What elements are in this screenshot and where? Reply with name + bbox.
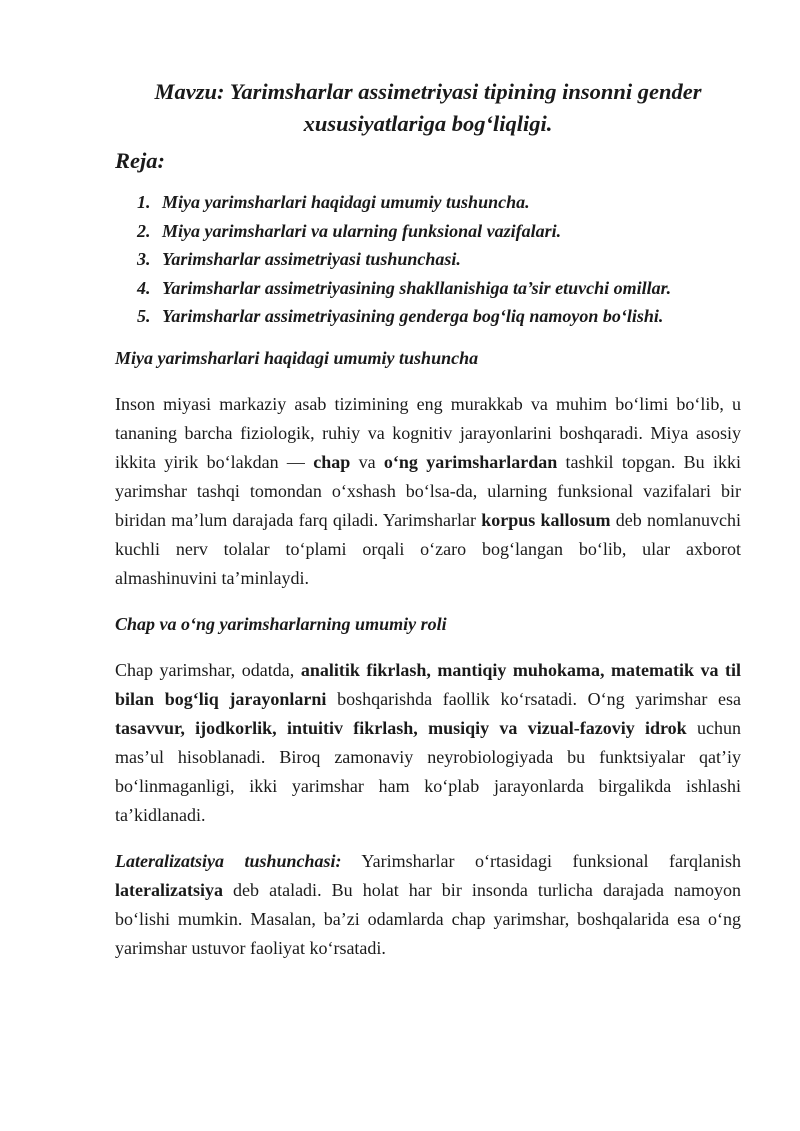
plan-item [115, 188, 741, 217]
paragraph-text: Inson miyasi markaziy asab tizimining eng murakkab va muhim bo‘limi bo‘lib, u tananing barcha fiziologik, ruhiy va kognitiv jarayonlarini boshqaradi. Miya asosiy ikkita yirik bo‘lakdan — [115, 393, 741, 472]
plan-list [115, 188, 741, 331]
bold-term: lateralizatsiya [115, 879, 223, 900]
paragraph-text: va [350, 451, 384, 472]
plan-heading: Reja: [115, 148, 165, 173]
plan-item-number: 1. [137, 192, 151, 212]
plan-item-text: Miya yarimsharlari va ularning funksional vazifalari. [162, 220, 562, 241]
paragraph-text: Yarimsharlar o‘rtasidagi funksional farqlanish [341, 850, 741, 871]
lead-term: Lateralizatsiya tushunchasi: [115, 850, 342, 871]
plan-item-text: Yarimsharlar assimetriyasining shakllanishiga ta’sir etuvchi omillar. [162, 277, 672, 298]
section-heading-roles: Chap va o‘ng yarimsharlarning umumiy roli [115, 613, 447, 634]
paragraph-text: uchun mas’ul hisoblanadi. Biroq zamonaviy neyrobiologiyada bu funktsiyalar qat’iy bo‘linmaganligi, ikki yarimshar ham ko‘plab jarayonlarda birgalikda ishlashi ta’kidlanadi. [115, 717, 741, 825]
paragraph-text: Chap yarimshar, odatda, [115, 659, 301, 680]
document-content [115, 76, 741, 963]
plan-item-number: 3. [137, 249, 151, 269]
title-line-2: xususiyatlariga bog‘liqligi. [303, 111, 553, 136]
plan-item-text: Yarimsharlar assimetriyasi tushunchasi. [162, 249, 461, 269]
document-title [115, 76, 741, 140]
paragraph-roles [115, 656, 741, 830]
section-heading-general: Miya yarimsharlari haqidagi umumiy tushuncha [115, 347, 479, 368]
paragraph-text: deb nomlanuvchi kuchli nerv tolalar to‘plami orqali o‘zaro bog‘langan bo‘lib, ular axborot almashinuvini ta’minlaydi. [115, 509, 741, 588]
bold-term: o‘ng yarimsharlardan [383, 451, 558, 472]
paragraph-text: boshqarishda faollik ko‘rsatadi. O‘ng yarimshar esa [326, 688, 741, 709]
plan-item [115, 245, 741, 274]
paragraph-text: tashkil topgan. Bu ikki yarimshar tashqi tomondan o‘xshash bo‘lsa-da, ularning funksional vazifalari bir biridan ma’lum darajada farq qiladi. Yarimsharlar [115, 451, 742, 530]
paragraph-text: deb ataladi. Bu holat har bir insonda turlicha darajada namoyon bo‘lishi mumkin. Masalan, ba’zi odamlarda chap yarimshar, boshqalarida esa o‘ng yarimshar ustuvor faoliyat ko‘rsatadi. [115, 879, 741, 958]
plan-item [115, 217, 741, 246]
bold-term: chap [313, 451, 351, 472]
plan-item-number: 4. [137, 277, 151, 298]
plan-item [115, 302, 741, 331]
paragraph-lateralization [115, 847, 741, 963]
bold-term: analitik fikrlash, mantiqiy muhokama, matematik va til bilan bog‘liq jarayonlarni [115, 659, 741, 709]
plan-item-text: Miya yarimsharlari haqidagi umumiy tushuncha. [162, 192, 530, 212]
paragraph-general [115, 390, 741, 593]
plan-item-number: 2. [137, 220, 151, 241]
title-line-1: Mavzu: Yarimsharlar assimetriyasi tipining insonni gender [154, 79, 702, 104]
plan-item-number: 5. [137, 306, 151, 326]
bold-term: korpus kallosum [481, 509, 611, 530]
plan-item-text: Yarimsharlar assimetriyasining genderga bog‘liq namoyon bo‘lishi. [162, 306, 664, 326]
plan-item [115, 274, 741, 303]
bold-term: tasavvur, ijodkorlik, intuitiv fikrlash, musiqiy va vizual-fazoviy idrok [115, 717, 687, 738]
